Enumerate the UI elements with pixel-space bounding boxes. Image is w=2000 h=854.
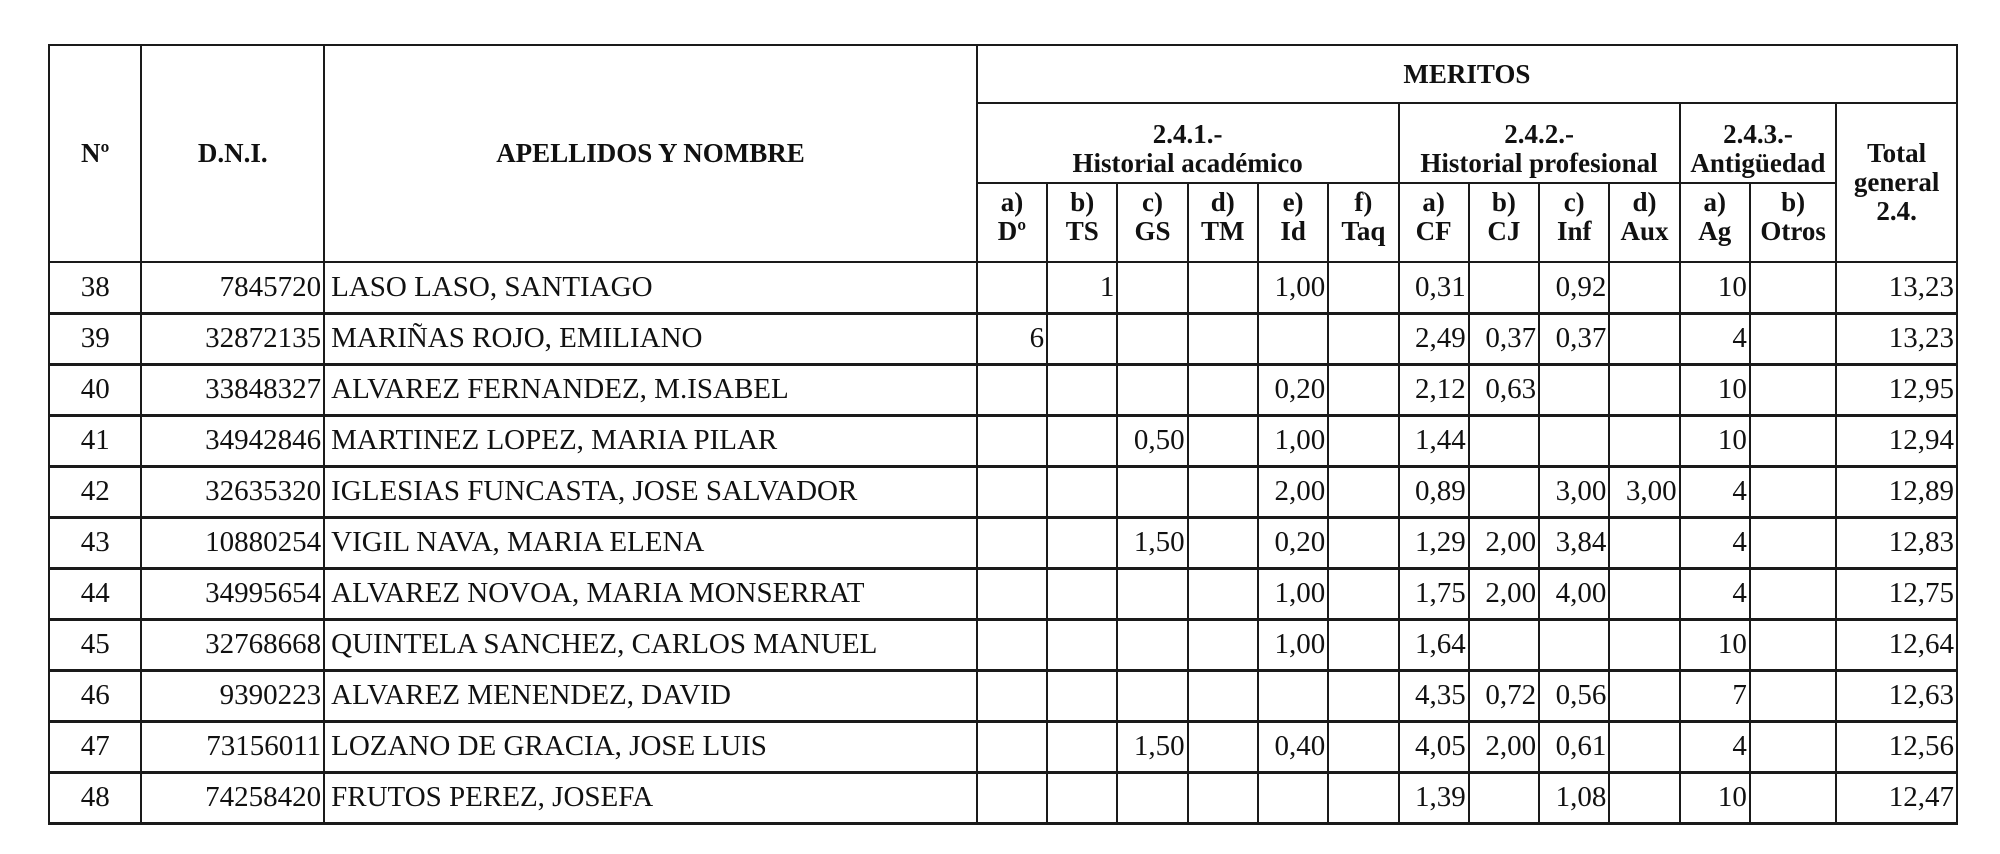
cell-merit [1188, 619, 1258, 670]
table-row [49, 517, 1957, 568]
cell-merit [1609, 517, 1679, 568]
cell-merit: 10 [1680, 772, 1750, 823]
subheader-6 [1399, 183, 1469, 262]
cell-merit [977, 670, 1047, 721]
subheader-10 [1680, 183, 1750, 262]
cell-merit [1328, 619, 1398, 670]
group-academic-code: 2.4.1.- [1152, 119, 1223, 149]
cell-merit: 0,20 [1258, 364, 1328, 415]
cell-merit [1117, 619, 1187, 670]
cell-merit [1328, 517, 1398, 568]
subheader-8 [1539, 183, 1609, 262]
cell-merit: 4,35 [1399, 670, 1469, 721]
subheader-code: GS [1134, 216, 1171, 246]
cell-merit [1469, 772, 1539, 823]
cell-merit: 10 [1680, 262, 1750, 313]
subheader-11 [1750, 183, 1836, 262]
cell-no: 48 [49, 772, 141, 823]
cell-merit: 3,00 [1539, 466, 1609, 517]
cell-no: 44 [49, 568, 141, 619]
cell-no: 47 [49, 721, 141, 772]
cell-merit [1750, 772, 1836, 823]
cell-merit: 4 [1680, 568, 1750, 619]
subheader-letter: b) [1781, 187, 1806, 217]
cell-merit [1609, 313, 1679, 364]
cell-merit: 1,00 [1258, 619, 1328, 670]
cell-merit [1469, 415, 1539, 466]
cell-total: 13,23 [1836, 313, 1957, 364]
table-row [49, 619, 1957, 670]
cell-dni: 33848327 [141, 364, 324, 415]
cell-merit [1609, 721, 1679, 772]
cell-merit [1750, 721, 1836, 772]
cell-merit [1750, 568, 1836, 619]
subheader-letter: b) [1491, 187, 1516, 217]
cell-merit: 0,37 [1539, 313, 1609, 364]
cell-merit [1047, 466, 1117, 517]
cell-merit [1117, 670, 1187, 721]
cell-merit: 2,00 [1469, 517, 1539, 568]
subheader-letter: c) [1563, 187, 1585, 217]
subheader-9 [1609, 183, 1679, 262]
cell-merit: 10 [1680, 364, 1750, 415]
cell-merit: 0,20 [1258, 517, 1328, 568]
cell-no: 43 [49, 517, 141, 568]
cell-merit [1117, 262, 1187, 313]
cell-merit: 1,44 [1399, 415, 1469, 466]
cell-name: MARIÑAS ROJO, EMILIANO [324, 313, 977, 364]
cell-merit [1750, 313, 1836, 364]
cell-merit: 0,56 [1539, 670, 1609, 721]
cell-no: 39 [49, 313, 141, 364]
table-row [49, 313, 1957, 364]
cell-merit [977, 262, 1047, 313]
subheader-code: Id [1280, 216, 1306, 246]
header-dni: D.N.I. [141, 45, 324, 262]
cell-merit [1188, 262, 1258, 313]
cell-merit: 0,37 [1469, 313, 1539, 364]
table-row [49, 466, 1957, 517]
cell-merit [1047, 619, 1117, 670]
cell-merit: 3,84 [1539, 517, 1609, 568]
subheader-code: CF [1415, 216, 1452, 246]
cell-no: 38 [49, 262, 141, 313]
subheader-letter: d) [1632, 187, 1657, 217]
cell-total: 12,47 [1836, 772, 1957, 823]
cell-merit: 4 [1680, 517, 1750, 568]
subheader-5 [1328, 183, 1398, 262]
cell-merit: 0,40 [1258, 721, 1328, 772]
cell-merit: 4,05 [1399, 721, 1469, 772]
cell-total: 12,75 [1836, 568, 1957, 619]
cell-merit [1750, 262, 1836, 313]
cell-merit [1328, 415, 1398, 466]
cell-merit [1328, 772, 1398, 823]
cell-total: 12,64 [1836, 619, 1957, 670]
subheader-1 [1047, 183, 1117, 262]
cell-merit: 10 [1680, 415, 1750, 466]
subheader-code: Ag [1698, 216, 1732, 246]
cell-no: 41 [49, 415, 141, 466]
cell-merit: 1,00 [1258, 415, 1328, 466]
cell-merit [1750, 670, 1836, 721]
cell-merit [977, 619, 1047, 670]
cell-name: FRUTOS PEREZ, JOSEFA [324, 772, 977, 823]
cell-merit: 1,75 [1399, 568, 1469, 619]
cell-total: 12,89 [1836, 466, 1957, 517]
cell-merit [1328, 670, 1398, 721]
cell-merit [1188, 466, 1258, 517]
cell-merit: 0,92 [1539, 262, 1609, 313]
cell-merit: 4 [1680, 721, 1750, 772]
group-professional-code: 2.4.2.- [1504, 119, 1574, 149]
cell-merit [977, 415, 1047, 466]
subheader-code: TS [1065, 216, 1099, 246]
cell-merit: 4,00 [1539, 568, 1609, 619]
cell-merit [1328, 313, 1398, 364]
cell-total: 13,23 [1836, 262, 1957, 313]
group-academic-title: Historial académico [1072, 148, 1303, 178]
cell-dni: 32635320 [141, 466, 324, 517]
group-seniority-code: 2.4.3.- [1723, 119, 1793, 149]
cell-merit [1188, 364, 1258, 415]
cell-merit [1047, 721, 1117, 772]
subheader-7 [1469, 183, 1539, 262]
table-row [49, 772, 1957, 823]
cell-merit [1188, 568, 1258, 619]
cell-merit [1188, 772, 1258, 823]
subheader-letter: b) [1070, 187, 1095, 217]
cell-merit [1117, 364, 1187, 415]
cell-name: LOZANO DE GRACIA, JOSE LUIS [324, 721, 977, 772]
header-meritos: MERITOS [977, 45, 1957, 103]
subheader-code: Dº [997, 216, 1027, 246]
cell-merit [1258, 772, 1328, 823]
subheader-code: Otros [1760, 216, 1826, 246]
cell-merit [1047, 364, 1117, 415]
table-row [49, 568, 1957, 619]
cell-merit [1258, 670, 1328, 721]
group-professional-title: Historial profesional [1420, 148, 1658, 178]
cell-no: 45 [49, 619, 141, 670]
total-line-3: 2.4. [1876, 196, 1917, 226]
cell-merit [1188, 517, 1258, 568]
cell-merit: 3,00 [1609, 466, 1679, 517]
cell-merit [977, 364, 1047, 415]
table-header [49, 45, 1957, 262]
cell-merit: 0,31 [1399, 262, 1469, 313]
cell-name: ALVAREZ NOVOA, MARIA MONSERRAT [324, 568, 977, 619]
cell-name: MARTINEZ LOPEZ, MARIA PILAR [324, 415, 977, 466]
subheader-code: CJ [1487, 216, 1521, 246]
cell-merit [1328, 364, 1398, 415]
subheader-code: TM [1201, 216, 1245, 246]
cell-total: 12,83 [1836, 517, 1957, 568]
cell-merit: 2,00 [1469, 568, 1539, 619]
cell-merit [1047, 517, 1117, 568]
cell-merit [1188, 670, 1258, 721]
cell-merit [1328, 568, 1398, 619]
cell-merit: 0,89 [1399, 466, 1469, 517]
cell-merit [1117, 313, 1187, 364]
cell-merit [1750, 466, 1836, 517]
subheader-letter: a) [1422, 187, 1445, 217]
cell-merit [1047, 415, 1117, 466]
cell-merit [1117, 466, 1187, 517]
cell-name: LASO LASO, SANTIAGO [324, 262, 977, 313]
cell-dni: 32768668 [141, 619, 324, 670]
subheader-letter: c) [1142, 187, 1163, 217]
merits-table [48, 44, 1958, 825]
subheader-letter: a) [1000, 187, 1024, 217]
cell-merit [1750, 517, 1836, 568]
cell-merit: 1,50 [1117, 517, 1187, 568]
subheader-code: Inf [1556, 216, 1592, 246]
subheader-letter: e) [1282, 187, 1304, 217]
cell-merit: 0,72 [1469, 670, 1539, 721]
cell-name: ALVAREZ FERNANDEZ, M.ISABEL [324, 364, 977, 415]
total-line-1: Total [1867, 138, 1927, 168]
cell-merit: 1,50 [1117, 721, 1187, 772]
cell-merit [1609, 568, 1679, 619]
table-row [49, 670, 1957, 721]
cell-dni: 10880254 [141, 517, 324, 568]
cell-dni: 7845720 [141, 262, 324, 313]
subheader-letter: a) [1703, 187, 1727, 217]
cell-merit [977, 517, 1047, 568]
cell-merit [1750, 364, 1836, 415]
cell-merit [1047, 313, 1117, 364]
cell-merit [977, 568, 1047, 619]
cell-merit [1609, 619, 1679, 670]
cell-merit: 4 [1680, 313, 1750, 364]
header-group-seniority [1680, 103, 1837, 183]
cell-merit: 6 [977, 313, 1047, 364]
cell-dni: 34942846 [141, 415, 324, 466]
cell-merit: 1,29 [1399, 517, 1469, 568]
cell-merit: 1,64 [1399, 619, 1469, 670]
table-row [49, 262, 1957, 313]
cell-merit [1469, 262, 1539, 313]
cell-dni: 74258420 [141, 772, 324, 823]
cell-merit [1047, 772, 1117, 823]
cell-name: VIGIL NAVA, MARIA ELENA [324, 517, 977, 568]
cell-merit [1609, 772, 1679, 823]
cell-merit: 0,61 [1539, 721, 1609, 772]
cell-no: 42 [49, 466, 141, 517]
cell-merit [1609, 364, 1679, 415]
cell-dni: 9390223 [141, 670, 324, 721]
cell-merit: 0,50 [1117, 415, 1187, 466]
cell-merit: 1,00 [1258, 262, 1328, 313]
cell-total: 12,63 [1836, 670, 1957, 721]
merits-table-container [48, 44, 1958, 825]
header-name: APELLIDOS Y NOMBRE [324, 45, 977, 262]
cell-merit: 10 [1680, 619, 1750, 670]
cell-merit: 1,00 [1258, 568, 1328, 619]
cell-merit [1539, 364, 1609, 415]
cell-merit [1258, 313, 1328, 364]
cell-dni: 34995654 [141, 568, 324, 619]
cell-merit [1539, 415, 1609, 466]
cell-merit: 1,08 [1539, 772, 1609, 823]
cell-merit [1328, 262, 1398, 313]
cell-merit: 2,12 [1399, 364, 1469, 415]
header-total [1836, 103, 1957, 262]
cell-merit: 1,39 [1399, 772, 1469, 823]
cell-merit [1117, 568, 1187, 619]
cell-merit [977, 721, 1047, 772]
group-seniority-title: Antigüedad [1690, 148, 1826, 178]
table-body [49, 262, 1957, 823]
cell-merit: 0,63 [1469, 364, 1539, 415]
cell-total: 12,94 [1836, 415, 1957, 466]
cell-no: 40 [49, 364, 141, 415]
cell-merit [1117, 772, 1187, 823]
subheader-letter: d) [1210, 187, 1235, 217]
cell-merit [1750, 619, 1836, 670]
cell-merit [1188, 415, 1258, 466]
cell-merit [1539, 619, 1609, 670]
cell-merit [1609, 670, 1679, 721]
subheader-0 [977, 183, 1047, 262]
header-group-professional [1399, 103, 1680, 183]
cell-merit [1750, 415, 1836, 466]
subheader-3 [1188, 183, 1258, 262]
subheader-code: Aux [1620, 216, 1669, 246]
cell-total: 12,56 [1836, 721, 1957, 772]
table-row [49, 415, 1957, 466]
cell-name: ALVAREZ MENENDEZ, DAVID [324, 670, 977, 721]
subheader-2 [1117, 183, 1187, 262]
cell-merit: 2,00 [1469, 721, 1539, 772]
cell-merit [1188, 721, 1258, 772]
cell-total: 12,95 [1836, 364, 1957, 415]
cell-merit [1188, 313, 1258, 364]
subheader-4 [1258, 183, 1328, 262]
cell-merit: 1 [1047, 262, 1117, 313]
cell-merit [1469, 619, 1539, 670]
header-group-academic [977, 103, 1399, 183]
cell-merit [1328, 721, 1398, 772]
cell-dni: 32872135 [141, 313, 324, 364]
cell-merit [977, 466, 1047, 517]
cell-merit [1047, 568, 1117, 619]
table-row [49, 364, 1957, 415]
total-line-2: general [1853, 167, 1940, 197]
subheader-code: Taq [1341, 216, 1386, 246]
cell-merit: 2,00 [1258, 466, 1328, 517]
cell-merit [1609, 262, 1679, 313]
cell-merit: 2,49 [1399, 313, 1469, 364]
cell-merit [1609, 415, 1679, 466]
cell-name: IGLESIAS FUNCASTA, JOSE SALVADOR [324, 466, 977, 517]
table-row [49, 721, 1957, 772]
cell-merit [977, 772, 1047, 823]
cell-merit [1469, 466, 1539, 517]
cell-merit: 4 [1680, 466, 1750, 517]
cell-merit [1047, 670, 1117, 721]
cell-dni: 73156011 [141, 721, 324, 772]
cell-merit [1328, 466, 1398, 517]
cell-merit: 7 [1680, 670, 1750, 721]
cell-name: QUINTELA SANCHEZ, CARLOS MANUEL [324, 619, 977, 670]
header-no: Nº [49, 45, 141, 262]
subheader-letter: f) [1354, 187, 1373, 217]
cell-no: 46 [49, 670, 141, 721]
